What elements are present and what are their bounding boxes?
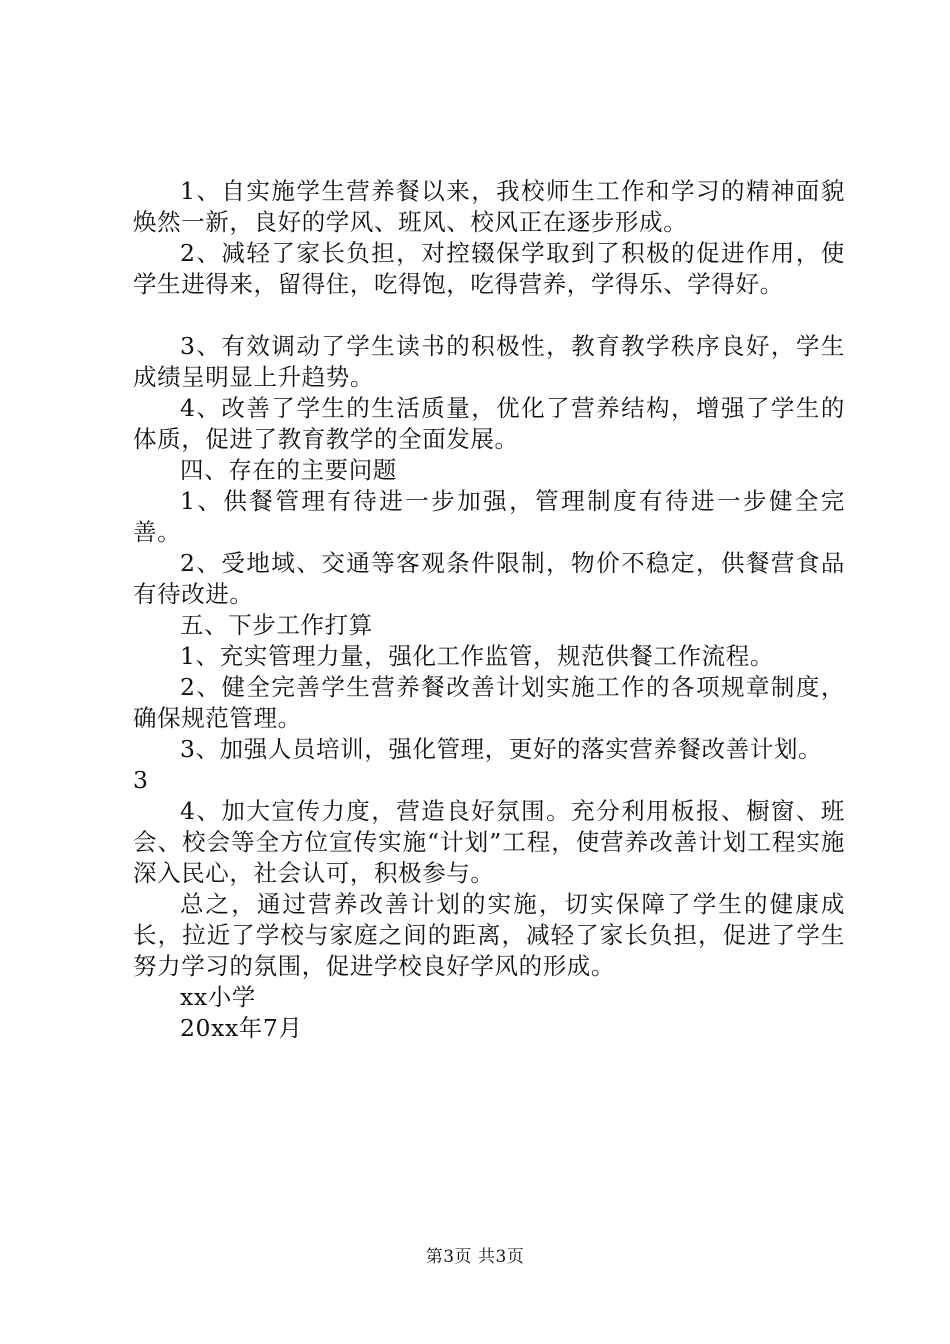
paragraph-achievement-1: 1、自实施学生营养餐以来，我校师生工作和学习的精神面貌焕然一新，良好的学风、班风、校风正在逐步形成。 (133, 177, 845, 236)
section-heading-next-steps: 五、下步工作打算 (180, 611, 373, 639)
paragraph-achievement-3: 3、有效调动了学生读书的积极性，教育教学秩序良好，学生成绩呈明显上升趋势。 (133, 332, 845, 391)
signature-school: xx小学 (180, 983, 256, 1011)
paragraph-achievement-4: 4、改善了学生的生活质量，优化了营养结构，增强了学生的体质，促进了教育教学的全面发展。 (133, 394, 845, 453)
paragraph-plan-3: 3、加强人员培训，强化管理，更好的落实营养餐改善计划。 (180, 735, 823, 763)
stray-number: 3 (133, 766, 149, 794)
signature-date: 20xx年7月 (180, 1014, 303, 1042)
paragraph-achievement-2: 2、减轻了家长负担，对控辍保学取到了积极的促进作用，使学生进得来，留得住，吃得饱，吃得营养，学得乐、学得好。 (133, 239, 845, 298)
paragraph-problem-2: 2、受地域、交通等客观条件限制，物价不稳定，供餐营食品有待改进。 (133, 549, 845, 608)
paragraph-problem-1: 1、供餐管理有待进一步加强，管理制度有待进一步健全完善。 (133, 487, 845, 546)
paragraph-plan-4: 4、加大宣传力度，营造良好氛围。充分利用板报、橱窗、班会、校会等全方位宣传实施“计划”工程，使营养改善计划工程实施深入民心，社会认可，积极参与。 (133, 797, 845, 887)
page-footer: 第3页 共3页 (425, 1247, 525, 1267)
paragraph-plan-2: 2、健全完善学生营养餐改善计划实施工作的各项规章制度，确保规范管理。 (133, 673, 845, 732)
section-heading-problems: 四、存在的主要问题 (180, 456, 397, 484)
paragraph-plan-1: 1、充实管理力量，强化工作监管，规范供餐工作流程。 (180, 642, 774, 670)
paragraph-summary: 总之，通过营养改善计划的实施，切实保障了学生的健康成长，拉近了学校与家庭之间的距离，减轻了家长负担，促进了学生努力学习的氛围，促进学校良好学风的形成。 (133, 890, 845, 980)
document-body (133, 176, 845, 1044)
